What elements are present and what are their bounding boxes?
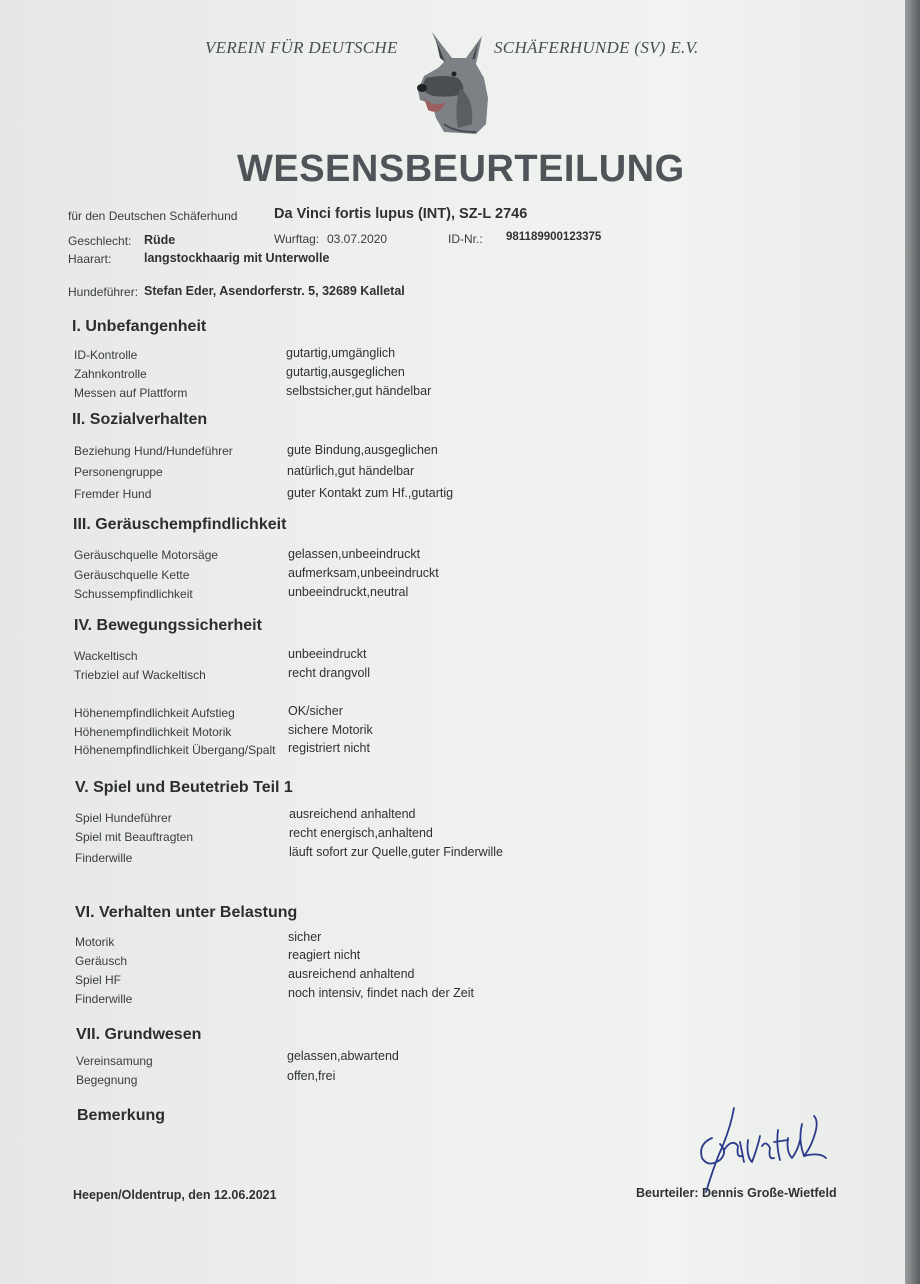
row-label: Finderwille <box>75 851 133 865</box>
coat-label: Haarart: <box>68 252 112 266</box>
row-value: sichere Motorik <box>288 723 373 737</box>
document-title: WESENSBEURTEILUNG <box>237 148 685 190</box>
handler-value: Stefan Eder, Asendorferstr. 5, 32689 Kalletal <box>144 284 405 298</box>
row-value: aufmerksam,unbeeindruckt <box>288 566 439 580</box>
section-title: I. Unbefangenheit <box>72 318 207 335</box>
row-value: ausreichend anhaltend <box>289 807 416 821</box>
row-label: Schussempfindlichkeit <box>74 587 193 601</box>
row-label: Beziehung Hund/Hundeführer <box>74 444 233 458</box>
row-value: gutartig,ausgeglichen <box>286 365 405 379</box>
row-value: recht drangvoll <box>288 666 370 680</box>
row-value: noch intensiv, findet nach der Zeit <box>288 986 474 1000</box>
section-title: V. Spiel und Beutetrieb Teil 1 <box>75 779 293 796</box>
row-value: läuft sofort zur Quelle,guter Finderwille <box>289 845 503 859</box>
birth-value: 03.07.2020 <box>327 232 388 246</box>
dog-name: Da Vinci fortis lupus (INT), SZ-L 2746 <box>274 206 528 222</box>
row-label: ID-Kontrolle <box>74 348 138 362</box>
sex-value: Rüde <box>144 233 176 247</box>
section-title: III. Geräuschempfindlichkeit <box>73 516 287 533</box>
row-label: Höhenempfindlichkeit Motorik <box>74 725 232 739</box>
row-label: Begegnung <box>76 1073 138 1087</box>
row-value: reagiert nicht <box>288 948 361 962</box>
row-value: unbeeindruckt,neutral <box>288 585 409 599</box>
row-value: offen,frei <box>287 1069 336 1083</box>
row-label: Spiel HF <box>75 973 122 987</box>
row-label: Zahnkontrolle <box>74 367 147 381</box>
row-label: Triebziel auf Wackeltisch <box>74 668 206 682</box>
row-label: Höhenempfindlichkeit Übergang/Spalt <box>74 743 276 757</box>
row-value: ausreichend anhaltend <box>288 967 415 981</box>
dog-for-label: für den Deutschen Schäferhund <box>68 209 238 223</box>
row-label: Geräuschquelle Motorsäge <box>74 548 219 562</box>
row-value: registriert nicht <box>288 741 370 755</box>
page-edge-shadow <box>905 0 920 1284</box>
row-value: selbstsicher,gut händelbar <box>286 384 432 398</box>
row-label: Finderwille <box>75 992 133 1006</box>
row-label: Messen auf Plattform <box>74 386 188 400</box>
sex-label: Geschlecht: <box>68 234 132 248</box>
coat-value: langstockhaarig mit Unterwolle <box>144 251 330 265</box>
signature-strokes <box>701 1108 826 1192</box>
row-value: gelassen,unbeeindruckt <box>288 547 421 561</box>
section-title: VII. Grundwesen <box>76 1026 202 1043</box>
handler-label: Hundeführer: <box>68 285 139 299</box>
row-label: Geräuschquelle Kette <box>74 568 190 582</box>
birth-label: Wurftag: <box>274 232 320 246</box>
org-name-left: VEREIN FÜR DEUTSCHE <box>205 38 398 57</box>
place-date: Heepen/Oldentrup, den 12.06.2021 <box>73 1188 277 1202</box>
row-label: Spiel mit Beauftragten <box>75 830 194 844</box>
row-label: Spiel Hundeführer <box>75 811 172 825</box>
section-title: IV. Bewegungssicherheit <box>74 617 262 634</box>
row-label: Fremder Hund <box>74 487 152 501</box>
judge-name: Beurteiler: Dennis Große-Wietfeld <box>636 1186 837 1200</box>
org-name-right: SCHÄFERHUNDE (SV) E.V. <box>494 38 699 57</box>
row-value: guter Kontakt zum Hf.,gutartig <box>287 486 454 500</box>
row-value: gutartig,umgänglich <box>286 346 396 360</box>
row-label: Personengruppe <box>74 465 163 479</box>
row-value: recht energisch,anhaltend <box>289 826 433 840</box>
row-value: gute Bindung,ausgeglichen <box>287 443 438 457</box>
row-value: gelassen,abwartend <box>287 1049 399 1063</box>
row-value: sicher <box>288 930 322 944</box>
row-label: Geräusch <box>75 954 128 968</box>
row-label: Höhenempfindlichkeit Aufstieg <box>74 706 235 720</box>
row-value: unbeeindruckt <box>288 647 367 661</box>
row-label: Motorik <box>75 935 115 949</box>
remarks-title: Bemerkung <box>77 1107 166 1124</box>
section-title: VI. Verhalten unter Belastung <box>75 904 298 921</box>
row-value: natürlich,gut händelbar <box>287 464 415 478</box>
german-shepherd-head-icon <box>414 28 494 136</box>
row-label: Wackeltisch <box>74 649 138 663</box>
id-label: ID-Nr.: <box>448 232 483 246</box>
row-value: OK/sicher <box>288 704 343 718</box>
handwritten-signature <box>690 1100 830 1195</box>
section-title: II. Sozialverhalten <box>72 411 208 428</box>
row-label: Vereinsamung <box>76 1054 153 1068</box>
id-value: 981189900123375 <box>506 231 602 243</box>
